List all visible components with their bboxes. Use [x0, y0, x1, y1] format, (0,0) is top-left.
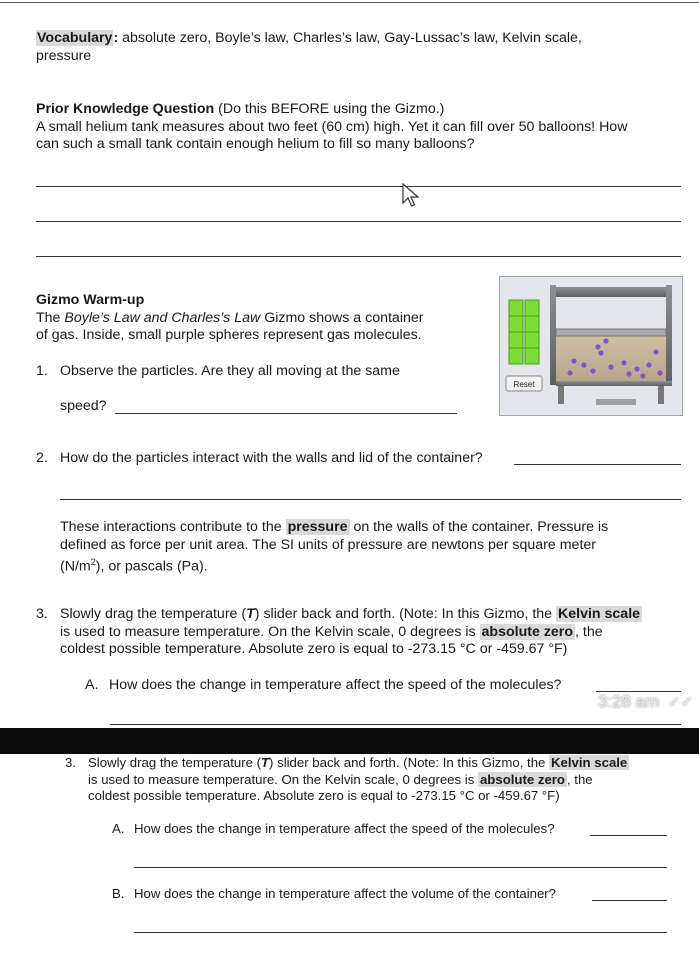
sub-question-letter: A.: [112, 821, 125, 836]
question-number: 3.: [65, 755, 76, 770]
question-3a: [85, 677, 562, 693]
warmup-heading: Gizmo Warm-up: [36, 292, 145, 308]
question-3-text: is used to measure temperature. On the Kelvin scale, 0 degrees is: [88, 771, 478, 787]
pressure-paragraph: [60, 519, 682, 576]
answer-line[interactable]: [590, 835, 667, 836]
temperature-symbol: T: [246, 606, 255, 622]
paragraph-text-line2: defined as force per unit area. The SI units of pressure are newtons per square meter: [60, 536, 597, 553]
intro-text-line2: of gas. Inside, small purple spheres represent gas molecules.: [36, 327, 422, 343]
pressure-term: pressure: [287, 519, 348, 535]
question-3-text-line3: coldest possible temperature. Absolute zero is equal to -273.15 °C or -459.67 °F): [88, 788, 560, 803]
gizmo-name: Boyle’s Law and Charles’s Law: [64, 309, 261, 326]
kelvin-scale-term: Kelvin scale: [558, 606, 641, 622]
vocabulary-colon: :: [113, 30, 119, 46]
answer-line[interactable]: [592, 900, 667, 901]
prior-knowledge-note: (Do this BEFORE using the Gizmo.): [214, 101, 445, 117]
gizmo-container-figure: [499, 276, 683, 416]
paragraph-text: on the walls of the container. Pressure is: [349, 519, 609, 535]
question-3-text: ) slider back and forth. (Note: In this Gizmo, the: [269, 755, 550, 770]
answer-line[interactable]: [36, 186, 681, 187]
question-1-text: Observe the particles. Are they all moving at the same: [60, 363, 400, 379]
answer-line[interactable]: [134, 932, 667, 933]
intro-text: The: [36, 309, 65, 326]
absolute-zero-term: absolute zero: [479, 771, 565, 787]
question-number: 2.: [36, 450, 48, 466]
paragraph-text: These interactions contribute to the: [60, 519, 286, 535]
absolute-zero-term: absolute zero: [481, 623, 573, 640]
question-3-text: ) slider back and forth. (Note: In this Gizmo, the: [254, 606, 556, 622]
intro-text: Gizmo shows a container: [260, 309, 424, 326]
superscript: 2: [90, 557, 96, 567]
message-timestamp: [598, 692, 693, 712]
question-1: [36, 363, 400, 379]
prior-question-line2: can such a small tank contain enough helium to fill so many balloons?: [36, 136, 475, 152]
sub-question-letter: B.: [112, 886, 125, 901]
kelvin-scale-term: Kelvin scale: [551, 755, 628, 770]
question-2: [36, 450, 483, 466]
question-3-text: Slowly drag the temperature (: [88, 755, 261, 770]
question-3-text: , the: [575, 623, 603, 640]
question-3-text: , the: [566, 771, 593, 787]
answer-line[interactable]: [514, 464, 681, 465]
gas-container-illustration: [500, 277, 682, 415]
answer-line[interactable]: [115, 413, 457, 414]
question-3a-text: How does the change in temperature affect the speed of the molecules?: [109, 677, 562, 693]
answer-line[interactable]: [134, 867, 667, 868]
prior-question-line1: A small helium tank measures about two feet (60 cm) high. Yet it can fill over 50 balloons! How: [36, 118, 628, 135]
answer-line[interactable]: [60, 499, 681, 500]
vocabulary-label: Vocabulary: [37, 30, 113, 46]
question-1-cont: speed?: [60, 398, 107, 414]
question-3-text: Slowly drag the temperature (: [60, 606, 247, 622]
question-3-repeat: [65, 755, 675, 803]
vocabulary-terms: absolute zero, Boyle’s law, Charles’s law, Gay-Lussac’s law, Kelvin scale,: [118, 30, 582, 46]
paragraph-text: ), or pascals (Pa).: [95, 558, 208, 575]
reset-button[interactable]: Reset: [513, 380, 535, 389]
mouse-cursor-icon: [402, 183, 420, 209]
answer-line[interactable]: [36, 256, 681, 257]
answer-line[interactable]: [110, 724, 681, 725]
timestamp-text: 3:28 am: [597, 692, 660, 711]
question-3-text: is used to measure temperature. On the Kelvin scale, 0 degrees is: [60, 623, 480, 640]
question-2-text: How do the particles interact with the walls and lid of the container?: [60, 450, 483, 466]
question-3-text-line3: coldest possible temperature. Absolute zero is equal to -273.15 °C or -459.67 °F): [60, 641, 568, 657]
question-3: [36, 606, 686, 657]
answer-line[interactable]: [36, 221, 681, 222]
question-3a-repeat: [112, 821, 555, 836]
question-3b: [112, 886, 557, 901]
question-3b-text: How does the change in temperature affect the volume of the container?: [134, 886, 557, 901]
warmup-intro: [36, 292, 466, 345]
sub-question-letter: A.: [85, 677, 99, 693]
double-check-icon: ✓✓: [667, 694, 693, 711]
prior-knowledge-section: [36, 101, 681, 154]
vocabulary-section: [36, 30, 676, 65]
screenshot-divider-band: [0, 728, 699, 754]
question-number: 1.: [36, 363, 48, 379]
vocabulary-terms-cont: pressure: [36, 47, 92, 64]
question-3a-text: How does the change in temperature affect the speed of the molecules?: [134, 821, 555, 836]
top-border: [0, 2, 699, 3]
temperature-symbol: T: [260, 755, 270, 770]
paragraph-text: (N/m: [60, 558, 91, 575]
question-number: 3.: [36, 606, 48, 622]
prior-knowledge-heading: Prior Knowledge Question: [36, 101, 215, 117]
